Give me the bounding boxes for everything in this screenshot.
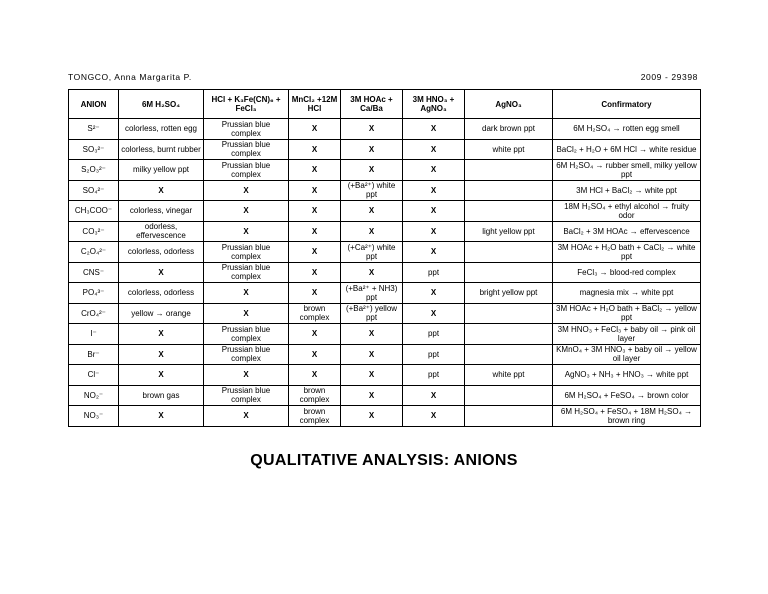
table-cell: BaCl₂ + H₂O + 6M HCl → white residue (553, 139, 701, 160)
table-row (69, 385, 701, 406)
table-cell: AgNO₃ + NH₃ + HNO₃ → white ppt (553, 365, 701, 386)
anion-cell: CO₃²⁻ (69, 221, 119, 242)
table-cell: X (341, 344, 403, 365)
student-id: 2009 - 29398 (640, 72, 698, 82)
table-cell: X (341, 406, 403, 427)
anion-cell: CH₃COO⁻ (69, 201, 119, 222)
table-cell: X (119, 406, 204, 427)
table-cell: X (289, 221, 341, 242)
table-cell: 3M HCl + BaCl₂ → white ppt (553, 180, 701, 201)
table-cell: X (289, 283, 341, 304)
table-cell: X (204, 406, 289, 427)
table-cell: X (204, 303, 289, 324)
table-cell: X (119, 365, 204, 386)
table-cell: X (204, 180, 289, 201)
anion-cell: SO₃²⁻ (69, 139, 119, 160)
anion-cell: S₂O₃²⁻ (69, 160, 119, 181)
table-cell (465, 242, 553, 263)
table-cell (465, 201, 553, 222)
table-cell: Prussian blue complex (204, 119, 289, 140)
table-cell: X (289, 139, 341, 160)
table-cell: X (289, 262, 341, 283)
table-row (69, 262, 701, 283)
table-cell: X (403, 283, 465, 304)
table-cell: ppt (403, 344, 465, 365)
table-cell: X (289, 180, 341, 201)
table-row (69, 180, 701, 201)
table-cell: (+Ba²⁺) yellow ppt (341, 303, 403, 324)
table-row (69, 303, 701, 324)
column-header: ANION (69, 90, 119, 119)
table-cell: BaCl₂ + 3M HOAc → effervescence (553, 221, 701, 242)
table-cell: X (341, 119, 403, 140)
table-row (69, 160, 701, 181)
table-cell: X (289, 160, 341, 181)
column-header: AgNO₃ (465, 90, 553, 119)
table-cell: white ppt (465, 365, 553, 386)
table-cell: X (403, 385, 465, 406)
table-cell: Prussian blue complex (204, 344, 289, 365)
table-row (69, 139, 701, 160)
table-cell: colorless, rotten egg (119, 119, 204, 140)
table-cell: X (289, 344, 341, 365)
table-cell: milky yellow ppt (119, 160, 204, 181)
table-cell: X (341, 262, 403, 283)
anion-cell: SO₄²⁻ (69, 180, 119, 201)
table-cell: X (204, 201, 289, 222)
table-cell: X (403, 221, 465, 242)
table-cell: X (403, 242, 465, 263)
table-cell: yellow → orange (119, 303, 204, 324)
anion-cell: C₂O₄²⁻ (69, 242, 119, 263)
table-cell (465, 180, 553, 201)
table-row (69, 344, 701, 365)
anion-cell: S²⁻ (69, 119, 119, 140)
table-cell: X (341, 324, 403, 345)
table-cell: colorless, burnt rubber (119, 139, 204, 160)
table-cell: X (403, 201, 465, 222)
table-cell: Prussian blue complex (204, 242, 289, 263)
table-cell: odorless, effervescence (119, 221, 204, 242)
table-cell: ppt (403, 324, 465, 345)
table-cell: X (341, 160, 403, 181)
table-cell: brown complex (289, 303, 341, 324)
table-cell: X (403, 139, 465, 160)
table-cell: X (403, 406, 465, 427)
table-cell: Prussian blue complex (204, 262, 289, 283)
table-cell: colorless, odorless (119, 283, 204, 304)
table-cell: X (403, 119, 465, 140)
table-cell: X (119, 180, 204, 201)
anion-cell: CrO₄²⁻ (69, 303, 119, 324)
table-cell (465, 262, 553, 283)
author-name: TONGCO, Anna Margarita P. (68, 72, 192, 82)
table-cell: Prussian blue complex (204, 139, 289, 160)
table-cell (465, 160, 553, 181)
table-cell: bright yellow ppt (465, 283, 553, 304)
anion-cell: CNS⁻ (69, 262, 119, 283)
table-row (69, 365, 701, 386)
table-cell: X (119, 324, 204, 345)
table-cell: 18M H₂SO₄ + ethyl alcohol → fruity odor (553, 201, 701, 222)
table-cell: X (403, 160, 465, 181)
table-cell: brown complex (289, 406, 341, 427)
table-cell: X (403, 303, 465, 324)
table-cell: X (289, 201, 341, 222)
table-cell: KMnO₄ + 3M HNO₃ + baby oil → yellow oil layer (553, 344, 701, 365)
table-cell: X (204, 221, 289, 242)
table-cell: X (341, 365, 403, 386)
table-cell: Prussian blue complex (204, 160, 289, 181)
table-header-row (69, 90, 701, 119)
table-cell: 3M HNO₃ + FeCl₃ + baby oil → pink oil layer (553, 324, 701, 345)
anion-cell: I⁻ (69, 324, 119, 345)
column-header: Confirmatory (553, 90, 701, 119)
table-cell: 6M H₂SO₄ + FeSO₄ + 18M H₂SO₄ → brown ring (553, 406, 701, 427)
table-cell: X (341, 201, 403, 222)
column-header: 3M HOAc + Ca/Ba (341, 90, 403, 119)
table-cell: X (204, 283, 289, 304)
column-header: 6M H₂SO₄ (119, 90, 204, 119)
table-cell: Prussian blue complex (204, 324, 289, 345)
column-header: 3M HNO₃ + AgNO₃ (403, 90, 465, 119)
table-cell: X (341, 221, 403, 242)
table-cell: Prussian blue complex (204, 385, 289, 406)
table-cell: (+Ca²⁺) white ppt (341, 242, 403, 263)
table-cell: white ppt (465, 139, 553, 160)
table-cell: ppt (403, 365, 465, 386)
table-cell: (+Ba²⁺ + NH3) ppt (341, 283, 403, 304)
table-cell: FeCl₃ → blood-red complex (553, 262, 701, 283)
table-cell (465, 385, 553, 406)
table-cell (465, 303, 553, 324)
table-cell: colorless, odorless (119, 242, 204, 263)
table-cell: X (204, 365, 289, 386)
anion-cell: NO₂⁻ (69, 385, 119, 406)
table-cell: X (341, 385, 403, 406)
anion-cell: NO₃⁻ (69, 406, 119, 427)
table-row (69, 406, 701, 427)
anion-cell: Br⁻ (69, 344, 119, 365)
table-cell (465, 344, 553, 365)
table-cell: light yellow ppt (465, 221, 553, 242)
table-cell: ppt (403, 262, 465, 283)
table-cell: X (119, 262, 204, 283)
table-row (69, 119, 701, 140)
table-row (69, 201, 701, 222)
table-cell: X (289, 365, 341, 386)
table-cell: X (289, 242, 341, 263)
table-cell: brown complex (289, 385, 341, 406)
table-cell: X (119, 344, 204, 365)
table-row (69, 324, 701, 345)
table-cell: (+Ba²⁺) white ppt (341, 180, 403, 201)
table-cell: X (403, 180, 465, 201)
table-cell: X (289, 119, 341, 140)
table-cell: 6M H₂SO₄ → rubber smell, milky yellow ppt (553, 160, 701, 181)
table-cell: colorless, vinegar (119, 201, 204, 222)
table-cell: X (289, 324, 341, 345)
table-cell: magnesia mix → white ppt (553, 283, 701, 304)
table-cell: 3M HOAc + H₂O bath + CaCl₂ → white ppt (553, 242, 701, 263)
table-cell: 3M HOAc + H₂O bath + BaCl₂ → yellow ppt (553, 303, 701, 324)
table-cell (465, 406, 553, 427)
table-cell (465, 324, 553, 345)
table-cell: 6M H₂SO₄ → rotten egg smell (553, 119, 701, 140)
table-cell: brown gas (119, 385, 204, 406)
column-header: HCl + K₃Fe(CN)₆ + FeCl₃ (204, 90, 289, 119)
table-body (69, 119, 701, 427)
table-row (69, 283, 701, 304)
table-cell: 6M H₂SO₄ + FeSO₄ → brown color (553, 385, 701, 406)
table-cell: X (341, 139, 403, 160)
page-title: QUALITATIVE ANALYSIS: ANIONS (250, 452, 518, 469)
anion-analysis-table (68, 89, 701, 427)
table-cell: dark brown ppt (465, 119, 553, 140)
table-row (69, 221, 701, 242)
anion-cell: Cl⁻ (69, 365, 119, 386)
table-row (69, 242, 701, 263)
anion-cell: PO₄³⁻ (69, 283, 119, 304)
column-header: MnCl₂ +12M HCl (289, 90, 341, 119)
